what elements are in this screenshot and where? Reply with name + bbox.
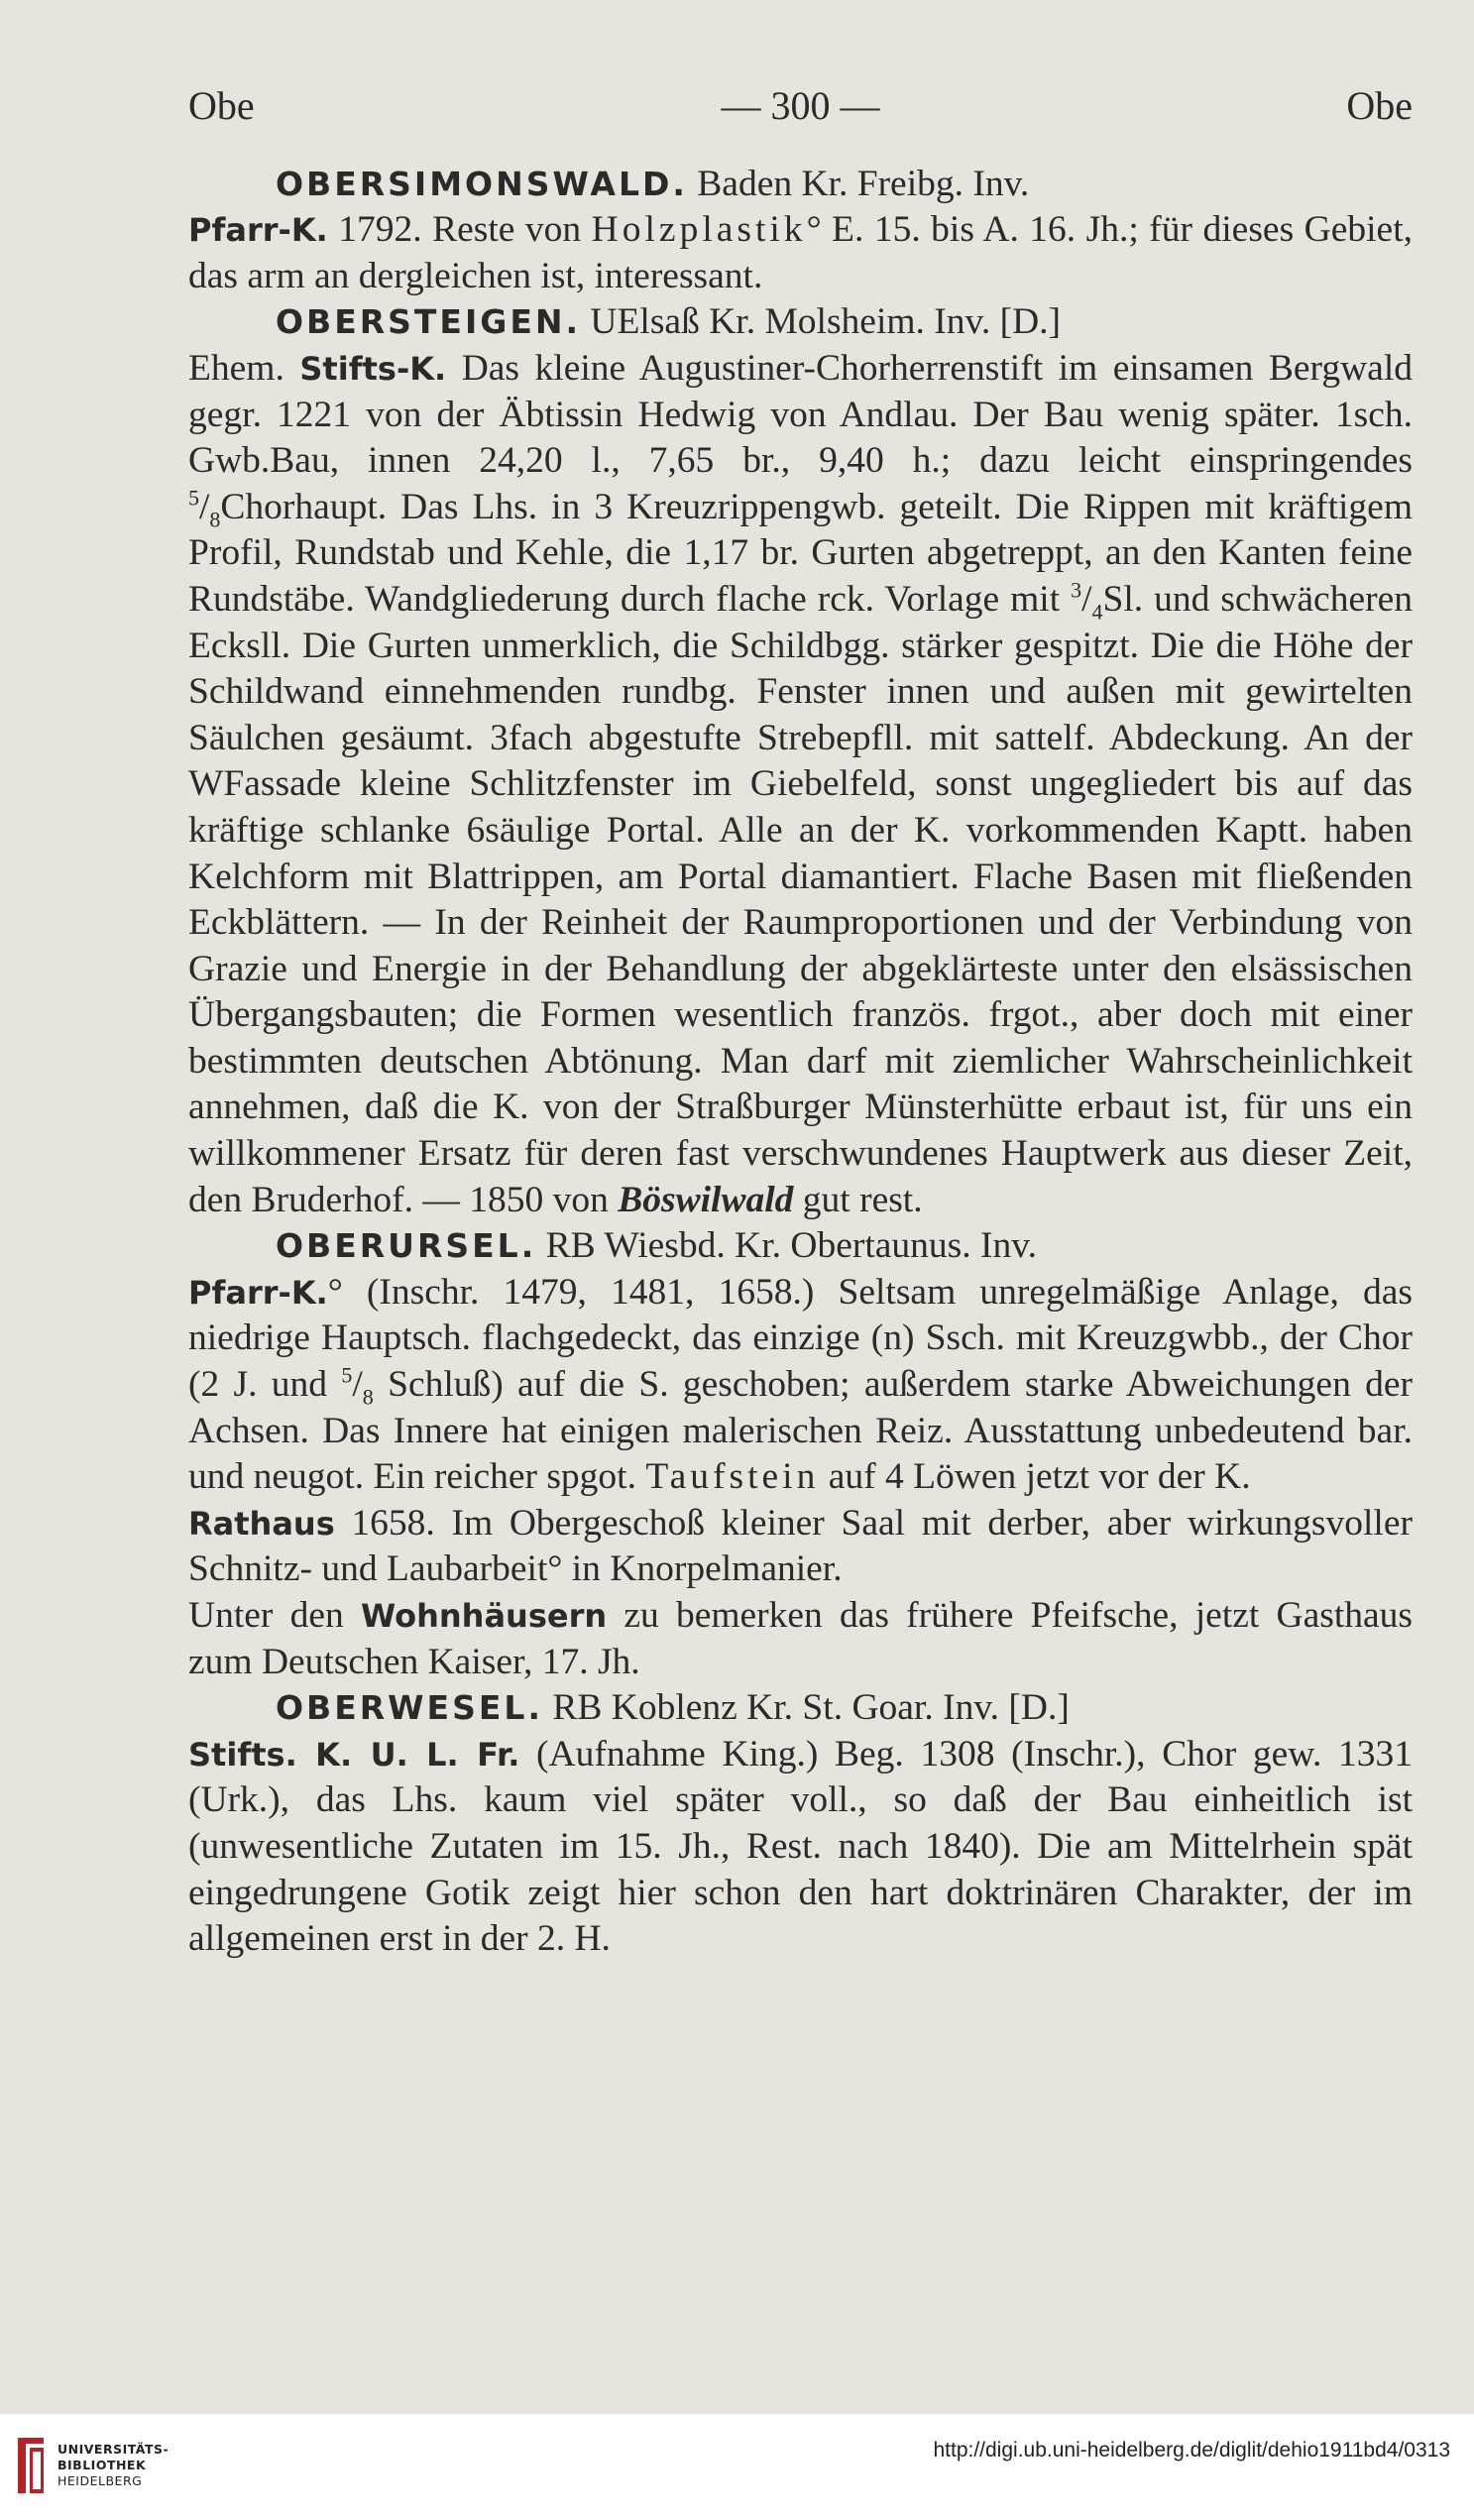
place-title: OBERSTEIGEN. — [276, 302, 582, 342]
entry-lead: Pfarr-K. — [188, 1273, 328, 1312]
running-header — [188, 83, 1413, 130]
entry-spaced-text: Taufstein — [645, 1456, 820, 1498]
library-name-line: UNIVERSITÄTS- — [57, 2442, 170, 2457]
header-right: Obe — [1346, 83, 1413, 128]
entry-text: Unter den — [188, 1595, 361, 1636]
library-seal-icon — [14, 2434, 48, 2497]
viewer-footer — [0, 2414, 1474, 2520]
header-left: Obe — [188, 83, 255, 128]
entry-text: auf 4 Löwen jetzt vor der K. — [819, 1456, 1251, 1498]
fraction-denominator: 8 — [362, 1384, 374, 1410]
entry-text: ° (Inschr. 1479, 1481, 1658.) Seltsam unregelmäßige Anlage, das niedrige Hauptsch. flachgedeckt, das einzige (n) Ssch. mit Kreuzgwbb., der Chor (2 J. und — [188, 1271, 1413, 1406]
entry-spaced-text: Holzplastik — [591, 209, 807, 251]
entry-text: Ehem. — [188, 347, 300, 389]
place-details: RB Koblenz Kr. St. Goar. Inv. [D.] — [542, 1687, 1070, 1729]
entry-paragraph — [188, 1593, 1413, 1685]
entry-heading-oberursel — [188, 1223, 1413, 1270]
fraction-numerator: 3 — [1071, 577, 1082, 603]
fraction-numerator: 5 — [341, 1362, 353, 1388]
entry-paragraph: Pfarr-K.° (Inschr. 1479, 1481, 1658.) Seltsam unregelmäßige Anlage, das niedrige Hauptsch. flachgedeckt, das einzige (n) Ssch. mit Kreuzgwbb., der Chor (2 J. und $^5/_8$ Schluß) auf die S. geschoben; außerdem starke Abweichungen der Achsen. Das Innere hat einigen malerischen Reiz. Ausstattung unbedeutend bar. und neugot. Ein reicher spgot. Taufstein auf 4 Löwen jetzt vor der K. — [188, 1271, 1413, 1498]
place-title: OBERWESEL. — [276, 1688, 543, 1728]
entry-text: 1792. Reste von — [327, 209, 592, 251]
entry-text: Schluß) auf die S. geschoben; außerdem starke Abweichungen der Achsen. Das Innere hat einigen malerischen Reiz. Ausstattung unbedeutend bar. und neugot. Ein reicher spgot. — [188, 1364, 1413, 1498]
entry-heading-obersteigen — [188, 299, 1413, 346]
entry-text: Das kleine Augustiner-Chorherrenstift im einsamen Bergwald gegr. 1221 von der Äbtissin Hedwig von Andlau. Der Bau wenig später. 1sch. Gwb.Bau, innen 24,20 l., 7,65 br., 9,40 h.; dazu leicht einspringendes — [188, 347, 1413, 482]
fraction-denominator: 8 — [209, 507, 221, 532]
entry-paragraph — [188, 207, 1413, 299]
place-details: RB Wiesbd. Kr. Obertaunus. Inv. — [536, 1225, 1037, 1267]
page-number: — 300 — — [721, 83, 880, 128]
place-title: OBERSIMONSWALD. — [276, 164, 688, 203]
entry-text: ° E. 15. bis A. 16. Jh.; für dieses Gebiet, das arm an dergleichen ist, interessant. — [188, 209, 1413, 296]
entry-text: Sl. und schwächeren Ecksll. Die Gurten unmerklich, die Schildbgg. stärker gespitzt. Die die Höhe der Schildwand einnehmenden rundbg. Fenster innen und außen mit gewirtelten Säulchen gesäumt. 3fach abgestufte Strebepfll. mit sattelf. Abdeckung. An der WFassade kleine Schlitzfenster im Giebelfeld, sonst ungegliedert bis auf das kräftige schlanke 6säulige Portal. Alle an der K. vorkommenden Kaptt. haben Kelchform mit Blattrippen, am Portal diamantiert. Flache Basen mit fließenden Eckblättern. — In der Reinheit der Raumproportionen und der Verbindung von Grazie und Energie in der Behandlung der abgeklärteste unter den elsässischen Übergangsbauten; die Formen wesentlich französ. frgot., aber doch mit einer bestimmten deutschen Abtönung. Man darf mit ziemlicher Wahrscheinlichkeit annehmen, daß die K. von der Straßburger Münsterhütte erbaut ist, für uns ein willkommener Ersatz für deren fast verschwundenes Hauptwerk aus dieser Zeit, den Bruderhof. — 1850 von — [188, 578, 1413, 1220]
library-name-line: HEIDELBERG — [57, 2473, 143, 2488]
library-logo[interactable] — [14, 2434, 169, 2497]
entry-lead: Pfarr-K. — [188, 211, 328, 250]
entry-lead: Stifts-K. — [299, 349, 447, 388]
entry-text: zu bemerken das frühere Pfeifsche, jetzt Gasthaus zum Deutschen Kaiser, 17. Jh. — [188, 1595, 1413, 1682]
entry-lead: Wohnhäusern — [360, 1597, 608, 1635]
place-details: Baden Kr. Freibg. Inv. — [687, 163, 1030, 204]
place-title: OBERURSEL. — [276, 1226, 537, 1266]
entry-paragraph — [188, 1732, 1413, 1963]
entry-text: 1658. Im Obergeschoß kleiner Saal mit derber, aber wirkungsvoller Schnitz- und Laubarbeit° in Knorpelmanier. — [188, 1502, 1413, 1590]
entry-lead: Rathaus — [188, 1504, 335, 1543]
entry-text: Chorhaupt. Das Lhs. in 3 Kreuzrippengwb. geteilt. Die Rippen mit kräftigem Profil, Rundstab und Kehle, die 1,17 br. Gurten abgetreppt, an den Kanten feine Rundstäbe. Wandgliederung durch flache rck. Vorlage mit — [188, 486, 1413, 620]
entry-text: gut rest. — [793, 1179, 923, 1220]
library-name-line: BIBLIOTHEK — [57, 2458, 147, 2472]
entry-paragraph: Ehem. Stifts-K. Das kleine Augustiner-Chorherrenstift im einsamen Bergwald gegr. 1221 von der Äbtissin Hedwig von Andlau. Der Bau wenig später. 1sch. Gwb.Bau, innen 24,20 l., 7,65 br., 9,40 h.; dazu leicht einspringendes $^5/_8Chorhaupt$. Das Lhs. in 3 Kreuzrippengwb. geteilt. Die Rippen mit kräftigem Profil, Rundstab und Kehle, die 1,17 br. Gurten abgetreppt, an den Kanten feine Rundstäbe. Wandgliederung durch flache rck. Vorlage mit $^3/_4Sl$. und schwächeren Ecksll. Die Gurten unmerklich, die Schildbgg. stärker gespitzt. Die die Höhe der Schildwand einnehmenden rundbg. Fenster innen und außen mit gewirtelten Säulchen gesäumt. 3fach abgestufte Strebepfll. mit sattelf. Abdeckung. An der WFassade kleine Schlitzfenster im Giebelfeld, sonst ungegliedert bis auf das kräftige schlanke 6säulige Portal. Alle an der K. vorkommenden Kaptt. haben Kelchform mit Blattrippen, am Portal diamantiert. Flache Basen mit fließenden Eckblättern. — In der Reinheit der Raumproportionen und der Verbindung von Grazie und Energie in der Behandlung der abgeklärteste unter den elsässischen Übergangsbauten; die Formen wesentlich französ. frgot., aber doch mit einer bestimmten deutschen Abtönung. Man darf mit ziemlicher Wahrscheinlichkeit annehmen, daß die K. von der Straßburger Münsterhütte erbaut ist, für uns ein willkommener Ersatz für deren fast verschwundenes Hauptwerk aus dieser Zeit, den Bruderhof. — 1850 von Böswilwald gut rest. — [188, 347, 1413, 1220]
fraction-denominator: 4 — [1091, 599, 1103, 625]
entry-heading-obersimonswald — [188, 162, 1413, 208]
fraction-numerator: 5 — [188, 485, 199, 511]
entry-lead: Stifts. K. U. L. Fr. — [188, 1735, 520, 1774]
page-text — [188, 83, 1413, 1963]
entry-text: (Aufnahme King.) Beg. 1308 (Inschr.), Chor gew. 1331 (Urk.), das Lhs. kaum viel später voll., so daß der Bau einheitlich ist (unwesentliche Zutaten im 15. Jh., Rest. nach 1840). Die am Mittelrhein spät eingedrungene Gotik zeigt hier schon den hart doktrinären Charakter, der im allgemeinen erst in der 2. H. — [188, 1733, 1414, 1960]
entry-paragraph — [188, 1501, 1413, 1593]
entry-italic-name: Böswilwald — [618, 1179, 794, 1220]
place-details: UElsaß Kr. Molsheim. Inv. [D.] — [581, 301, 1062, 343]
source-url-link[interactable]: http://digi.ub.uni-heidelberg.de/diglit/dehio1911bd4/0313 — [933, 2439, 1450, 2462]
entry-heading-oberwesel — [188, 1685, 1413, 1732]
library-name — [57, 2442, 169, 2489]
